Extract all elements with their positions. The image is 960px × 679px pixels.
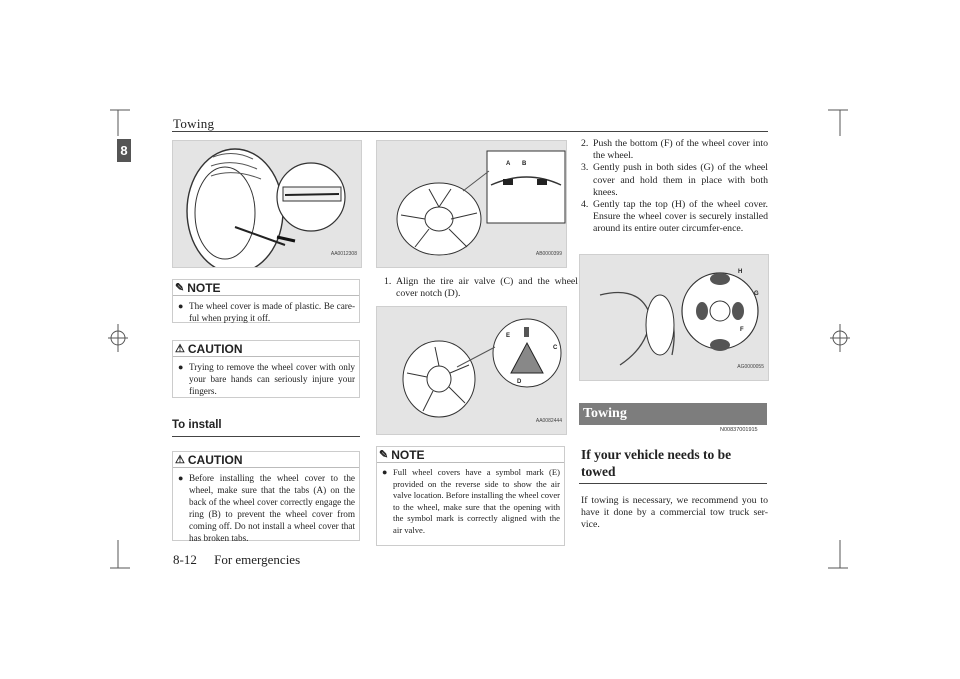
callout-label-c: C [553, 345, 558, 351]
callout-label-e: E [506, 333, 511, 339]
callout-label-b: B [522, 161, 527, 167]
warning-triangle-icon: ⚠ [175, 454, 185, 466]
towing-paragraph: If towing is necessary, we recommend you to have it done by a commercial tow truck ser-vice. [581, 495, 768, 531]
bullet-icon: ● [178, 473, 184, 483]
note-icon: ✎ [175, 282, 185, 294]
figure-code: AB0000399 [535, 251, 562, 257]
step-1 [384, 276, 578, 300]
step-text: Gently tap the top (H) of the wheel cover. Ensure the wheel cover is securely installed around its entire outer circumfer-ence. [593, 199, 768, 235]
step-3: 3. Gently push in both sides (G) of the wheel cover and hold them in place with both knees. [581, 162, 768, 198]
figure-code: AG0000055 [737, 364, 764, 370]
figure-wheel-cover-removal [172, 140, 362, 268]
header-rule [172, 131, 768, 132]
figure-wheel-cover-tabs [376, 140, 567, 268]
caution-box [172, 451, 360, 544]
step-number: 1. [384, 276, 392, 287]
steps-list [581, 138, 768, 236]
note-box [172, 279, 360, 323]
note-box [376, 446, 565, 546]
footer-section: For emergencies [214, 552, 301, 567]
bullet-icon: ● [178, 362, 184, 372]
figure-code: AA0012308 [330, 251, 357, 257]
step-4: 4. Gently tap the top (H) of the wheel cover. Ensure the wheel cover is securely installed around its entire outer circumfer-ence. [581, 199, 768, 235]
note-text: Full wheel covers have a symbol mark (E) provided on the reverse side to show the air valve location. Before installing the wheel cover to the wheel, make sure that the opening with the symbol mark is correctly aligned with the air valve. [393, 467, 560, 535]
note-text: The wheel cover is made of plastic. Be care-ful when prying it off. [189, 301, 355, 324]
section-bar-towing: Towing [579, 403, 767, 425]
figure-code: AA0082444 [535, 418, 562, 424]
caution-text: Before installing the wheel cover to the wheel, make sure that the tabs (A) on the back of the wheel cover correctly engage the ring (B) to prevent the wheel cover from coming off. Do not install a wheel cover that has broken tabs. [189, 473, 355, 544]
reference-code: N00837001915 [720, 427, 758, 433]
subheading-rule [579, 483, 767, 484]
caution-label: CAUTION [187, 341, 243, 356]
callout-label-h: H [738, 269, 743, 275]
figure-knee-hold [579, 254, 769, 381]
note-icon: ✎ [379, 449, 389, 461]
page-number: 8-12 [173, 552, 197, 567]
warning-triangle-icon: ⚠ [175, 343, 185, 355]
step-text: Align the tire air valve (C) and the wheel cover notch (D). [396, 276, 578, 300]
step-2: 2. Push the bottom (F) of the wheel cover into the wheel. [581, 138, 768, 162]
caution-box [172, 340, 360, 398]
callout-label-a: A [506, 161, 511, 167]
note-label: NOTE [187, 280, 221, 295]
subheading-if-towed: If your vehicle needs to be towed [581, 447, 732, 479]
page-footer [173, 552, 314, 568]
page-header-title: Towing [173, 116, 215, 131]
section-rule [172, 436, 360, 437]
callout-label-d: D [517, 379, 522, 385]
caution-text: Trying to remove the wheel cover with only your bare hands can seriously injure your fingers. [189, 362, 355, 397]
callout-label-g: G [754, 291, 759, 297]
callout-label-f: F [740, 327, 744, 333]
step-text: Push the bottom (F) of the wheel cover into the wheel. [593, 138, 768, 162]
bullet-icon: ● [178, 301, 184, 311]
caution-label: CAUTION [187, 452, 243, 467]
section-title-to-install: To install [172, 419, 222, 431]
bullet-icon: ● [382, 467, 388, 477]
note-label: NOTE [391, 447, 425, 462]
figure-valve-alignment [376, 306, 567, 435]
step-text: Gently push in both sides (G) of the wheel cover and hold them in place with both knees. [593, 162, 768, 198]
chapter-tab: 8 [117, 139, 131, 162]
